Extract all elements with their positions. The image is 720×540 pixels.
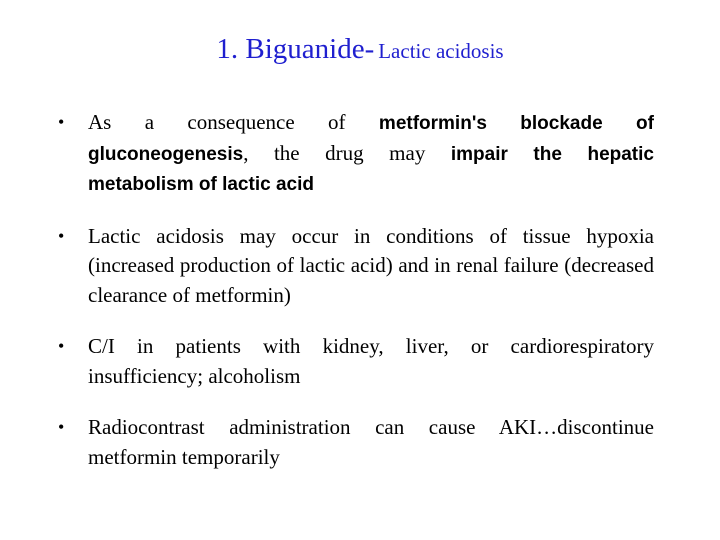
bullet-item-contraindications (58, 332, 654, 391)
bullet-line (88, 108, 654, 139)
bullet-item-lactic-acidosis (58, 222, 654, 311)
bullet-text: As a consequence of (88, 110, 379, 134)
bullet-item-radiocontrast (58, 413, 654, 472)
bullet-text: Lactic acidosis may occur in conditions of tissue hypoxia (increased production of lactic acid) and in renal failure (decreased clearance of metformin) (88, 223, 654, 307)
bullet-dot-icon: • (58, 336, 65, 356)
bullet-bold-text: metabolism of lactic acid (88, 174, 314, 195)
bullet-dot-icon: • (58, 417, 65, 437)
bullet-bold-text: gluconeogenesis (88, 143, 244, 165)
bullet-list (58, 108, 654, 472)
bullet-text: C/I in patients with kidney, liver, or cardiorespiratory insufficiency; alcoholism (88, 334, 654, 388)
bullet-item-metformin-blockade (58, 108, 654, 200)
title-main: 1. Biguanide- (216, 33, 375, 65)
bullet-dot-icon: • (58, 225, 65, 246)
bullet-line (88, 139, 654, 170)
title-subtitle: Lactic acidosis (378, 39, 504, 63)
bullet-text: Radiocontrast administration can cause AKI…discontinue metformin temporarily (88, 415, 654, 469)
bullet-line (88, 169, 654, 200)
bullet-bold-text: impair the hepatic (450, 143, 654, 165)
bullet-dot-icon: • (58, 112, 65, 132)
bullet-text: , the drug may (243, 140, 451, 165)
slide-title (0, 33, 720, 66)
bullet-bold-text: metformin's blockade of (378, 113, 654, 134)
